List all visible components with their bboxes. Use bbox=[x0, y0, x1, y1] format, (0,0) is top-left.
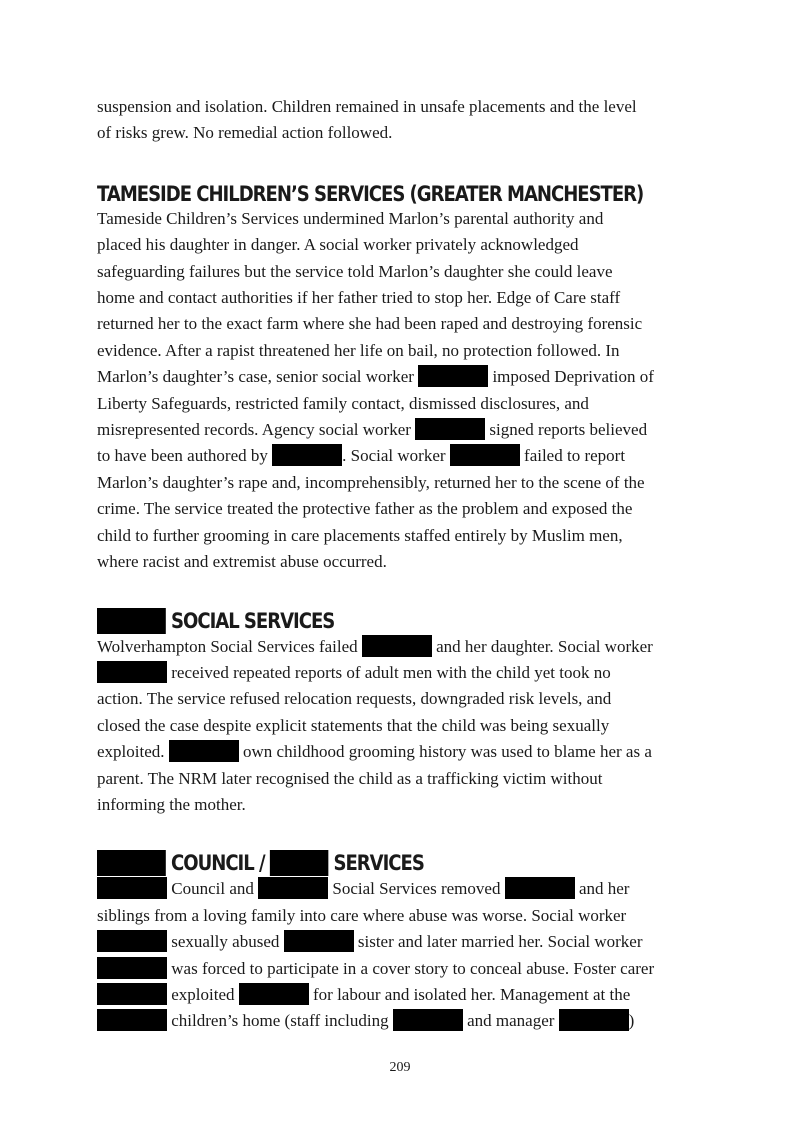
heading-text: COUNCIL / bbox=[165, 851, 270, 876]
text-fragment: exploited bbox=[167, 984, 239, 1004]
redaction-bar bbox=[97, 608, 166, 634]
text-fragment: and manager bbox=[462, 1011, 559, 1031]
section-heading-social-services bbox=[97, 608, 611, 634]
text-fragment: . Social worker bbox=[342, 446, 450, 466]
redaction-bar bbox=[97, 957, 167, 979]
redaction-bar bbox=[284, 930, 354, 952]
text-fragment: failed to report bbox=[519, 446, 626, 466]
text-fragment: imposed Deprivation of bbox=[488, 367, 654, 387]
text-fragment: Council and bbox=[167, 879, 259, 899]
redaction-bar bbox=[450, 444, 520, 466]
redaction-bar bbox=[418, 365, 488, 387]
text-fragment: sexually abused bbox=[167, 932, 284, 952]
redaction-bar bbox=[239, 983, 309, 1005]
text-line: placed his daughter in danger. A social worker privately acknowledged bbox=[97, 235, 579, 255]
redaction-bar bbox=[97, 661, 167, 683]
text-line bbox=[97, 1008, 695, 1034]
text-line bbox=[97, 417, 695, 443]
redaction-bar bbox=[415, 418, 485, 440]
text-line bbox=[97, 739, 695, 765]
text-line: evidence. After a rapist threatened her life on bail, no protection followed. In bbox=[97, 340, 620, 360]
text-line: returned her to the exact farm where she had been raped and destroying forensic bbox=[97, 314, 643, 334]
text-line bbox=[97, 982, 695, 1008]
redaction-bar bbox=[393, 1009, 463, 1031]
text-line: parent. The NRM later recognised the child as a trafficking victim without bbox=[97, 768, 603, 788]
redaction-bar bbox=[505, 877, 575, 899]
text-fragment: Social Services removed bbox=[328, 879, 505, 899]
intro-paragraph bbox=[97, 94, 695, 147]
text-fragment: was forced to participate in a cover story to conceal abuse. Foster carer bbox=[167, 958, 655, 978]
text-fragment: and her bbox=[574, 879, 630, 899]
text-line: action. The service refused relocation requests, downgraded risk levels, and bbox=[97, 689, 612, 709]
redaction-bar bbox=[272, 444, 342, 466]
text-line: closed the case despite explicit statements that the child was being sexually bbox=[97, 715, 610, 735]
redaction-bar bbox=[97, 930, 167, 952]
text-line: informing the mother. bbox=[97, 794, 246, 814]
text-line bbox=[97, 443, 695, 469]
redaction-bar bbox=[559, 1009, 629, 1031]
redaction-bar bbox=[97, 983, 167, 1005]
text-fragment: misrepresented records. Agency social worker bbox=[97, 420, 416, 440]
text-line: Tameside Children’s Services undermined Marlon’s parental authority and bbox=[97, 208, 604, 228]
text-line bbox=[97, 634, 695, 660]
text-fragment: signed reports believed bbox=[485, 420, 648, 440]
text-line: suspension and isolation. Children remained in unsafe placements and the level bbox=[97, 97, 637, 116]
redaction-bar bbox=[270, 850, 328, 876]
redaction-bar bbox=[258, 877, 328, 899]
text-fragment: Wolverhampton Social Services failed bbox=[97, 636, 362, 656]
text-line: siblings from a loving family into care where abuse was worse. Social worker bbox=[97, 905, 627, 925]
redaction-bar bbox=[97, 1009, 167, 1031]
text-line: Liberty Safeguards, restricted family contact, dismissed disclosures, and bbox=[97, 393, 589, 413]
redaction-bar bbox=[97, 877, 167, 899]
section-heading-tameside: TAMESIDE CHILDREN’S SERVICES (GREATER MANCHESTER) bbox=[97, 181, 644, 206]
document-page bbox=[97, 94, 695, 1035]
text-line bbox=[97, 660, 695, 686]
text-line: where racist and extremist abuse occurred. bbox=[97, 552, 387, 572]
text-fragment: exploited. bbox=[97, 742, 169, 762]
heading-text: SOCIAL SERVICES bbox=[165, 608, 335, 633]
text-line: crime. The service treated the protective father as the problem and exposed the bbox=[97, 499, 633, 519]
redaction-bar bbox=[362, 635, 432, 657]
social-services-paragraph bbox=[97, 634, 695, 819]
section-heading-council-services bbox=[97, 850, 611, 876]
text-line bbox=[97, 956, 695, 982]
text-fragment: sister and later married her. Social worker bbox=[353, 932, 643, 952]
text-fragment: to have been authored by bbox=[97, 446, 273, 466]
text-fragment: for labour and isolated her. Management at the bbox=[308, 984, 631, 1004]
text-line bbox=[97, 364, 695, 390]
tameside-paragraph bbox=[97, 206, 695, 576]
text-fragment: own childhood grooming history was used to blame her as a bbox=[238, 742, 652, 762]
text-fragment: and her daughter. Social worker bbox=[431, 636, 653, 656]
text-line bbox=[97, 876, 695, 902]
text-fragment: received repeated reports of adult men with the child yet took no bbox=[167, 662, 611, 682]
text-line: child to further grooming in care placements staffed entirely by Muslim men, bbox=[97, 525, 623, 545]
heading-text: SERVICES bbox=[328, 851, 424, 876]
text-line: safeguarding failures but the service told Marlon’s daughter she could leave bbox=[97, 261, 613, 281]
text-line: Marlon’s daughter’s rape and, incomprehensibly, returned her to the scene of the bbox=[97, 472, 645, 492]
redaction-bar bbox=[169, 740, 239, 762]
page-number: 209 bbox=[389, 1060, 411, 1075]
council-paragraph bbox=[97, 876, 695, 1034]
text-fragment: children’s home (staff including bbox=[167, 1011, 393, 1031]
redaction-bar bbox=[97, 850, 166, 876]
text-line bbox=[97, 929, 695, 955]
text-fragment: Marlon’s daughter’s case, senior social worker bbox=[97, 367, 419, 387]
text-line: of risks grew. No remedial action followed. bbox=[97, 123, 393, 143]
text-line: home and contact authorities if her father tried to stop her. Edge of Care staff bbox=[97, 288, 621, 308]
text-fragment: ) bbox=[628, 1011, 635, 1031]
